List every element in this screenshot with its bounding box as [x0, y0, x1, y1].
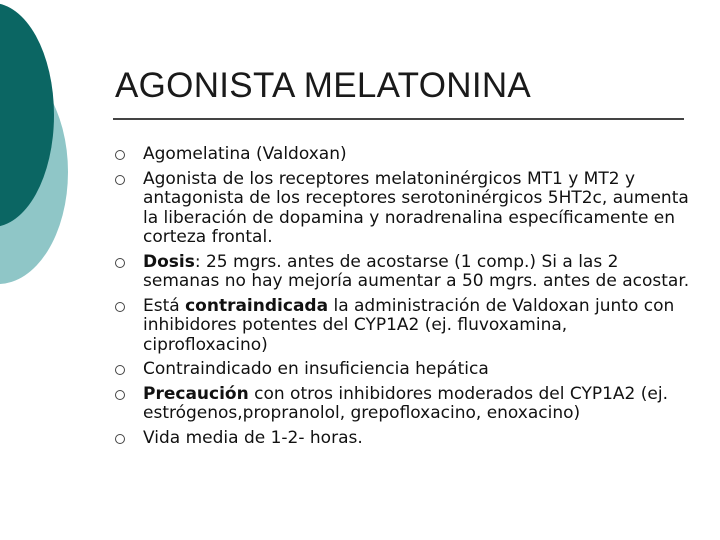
circle-bullet-icon — [115, 175, 125, 185]
bullet-item-agomelatina — [115, 145, 695, 165]
bullet-text: la administración de Valdoxan junto con inhibidores potentes del CYP1A2 (ej. fluvoxamina, ciprofloxacino) — [143, 295, 675, 355]
bullet-bold-label: Precaución — [143, 383, 249, 404]
bullet-item-insuficiencia — [115, 360, 695, 380]
bullet-item-agonista — [115, 170, 695, 248]
bullet-text: Contraindicado en insuficiencia hepática — [143, 359, 489, 379]
bullet-text-prefix: Está — [143, 295, 186, 316]
circle-bullet-icon — [115, 434, 125, 444]
bullet-item-dosis — [115, 253, 695, 292]
bullet-text: : 25 mgrs. antes de acostarse (1 comp.) Si a las 2 semanas no hay mejoría aumentar a 50 mgrs. antes de acostar. — [143, 251, 690, 291]
circle-bullet-icon — [115, 365, 125, 375]
bullet-item-precaucion — [115, 385, 695, 424]
circle-bullet-icon — [115, 258, 125, 268]
bullet-text: Agonista de los receptores melatoninérgicos MT1 y MT2 y antagonista de los receptores serotoninérgicos 5HT2c, aumenta la liberación de dopamina y noradrenalina específicamente en corteza frontal. — [143, 168, 689, 247]
bullet-item-contraindicada — [115, 297, 695, 356]
title-divider — [113, 118, 684, 120]
bullet-text: Vida media de 1-2- horas. — [143, 427, 363, 448]
bullet-item-vida-media — [115, 429, 695, 449]
bullet-text: con otros inhibidores moderados del CYP1A2 (ej. estrógenos,propranolol, grepofloxacino, enoxacino) — [143, 383, 668, 423]
circle-bullet-icon — [115, 302, 125, 312]
bullet-text: Agomelatina (Valdoxan) — [143, 144, 347, 164]
circle-bullet-icon — [115, 150, 125, 160]
bullet-bold-label: contraindicada — [185, 295, 329, 316]
circle-bullet-icon — [115, 390, 125, 400]
slide-title: AGONISTA MELATONINA — [115, 66, 532, 105]
corner-decoration — [0, 0, 120, 300]
bullet-list — [115, 145, 695, 453]
bullet-bold-label: Dosis — [143, 251, 195, 272]
